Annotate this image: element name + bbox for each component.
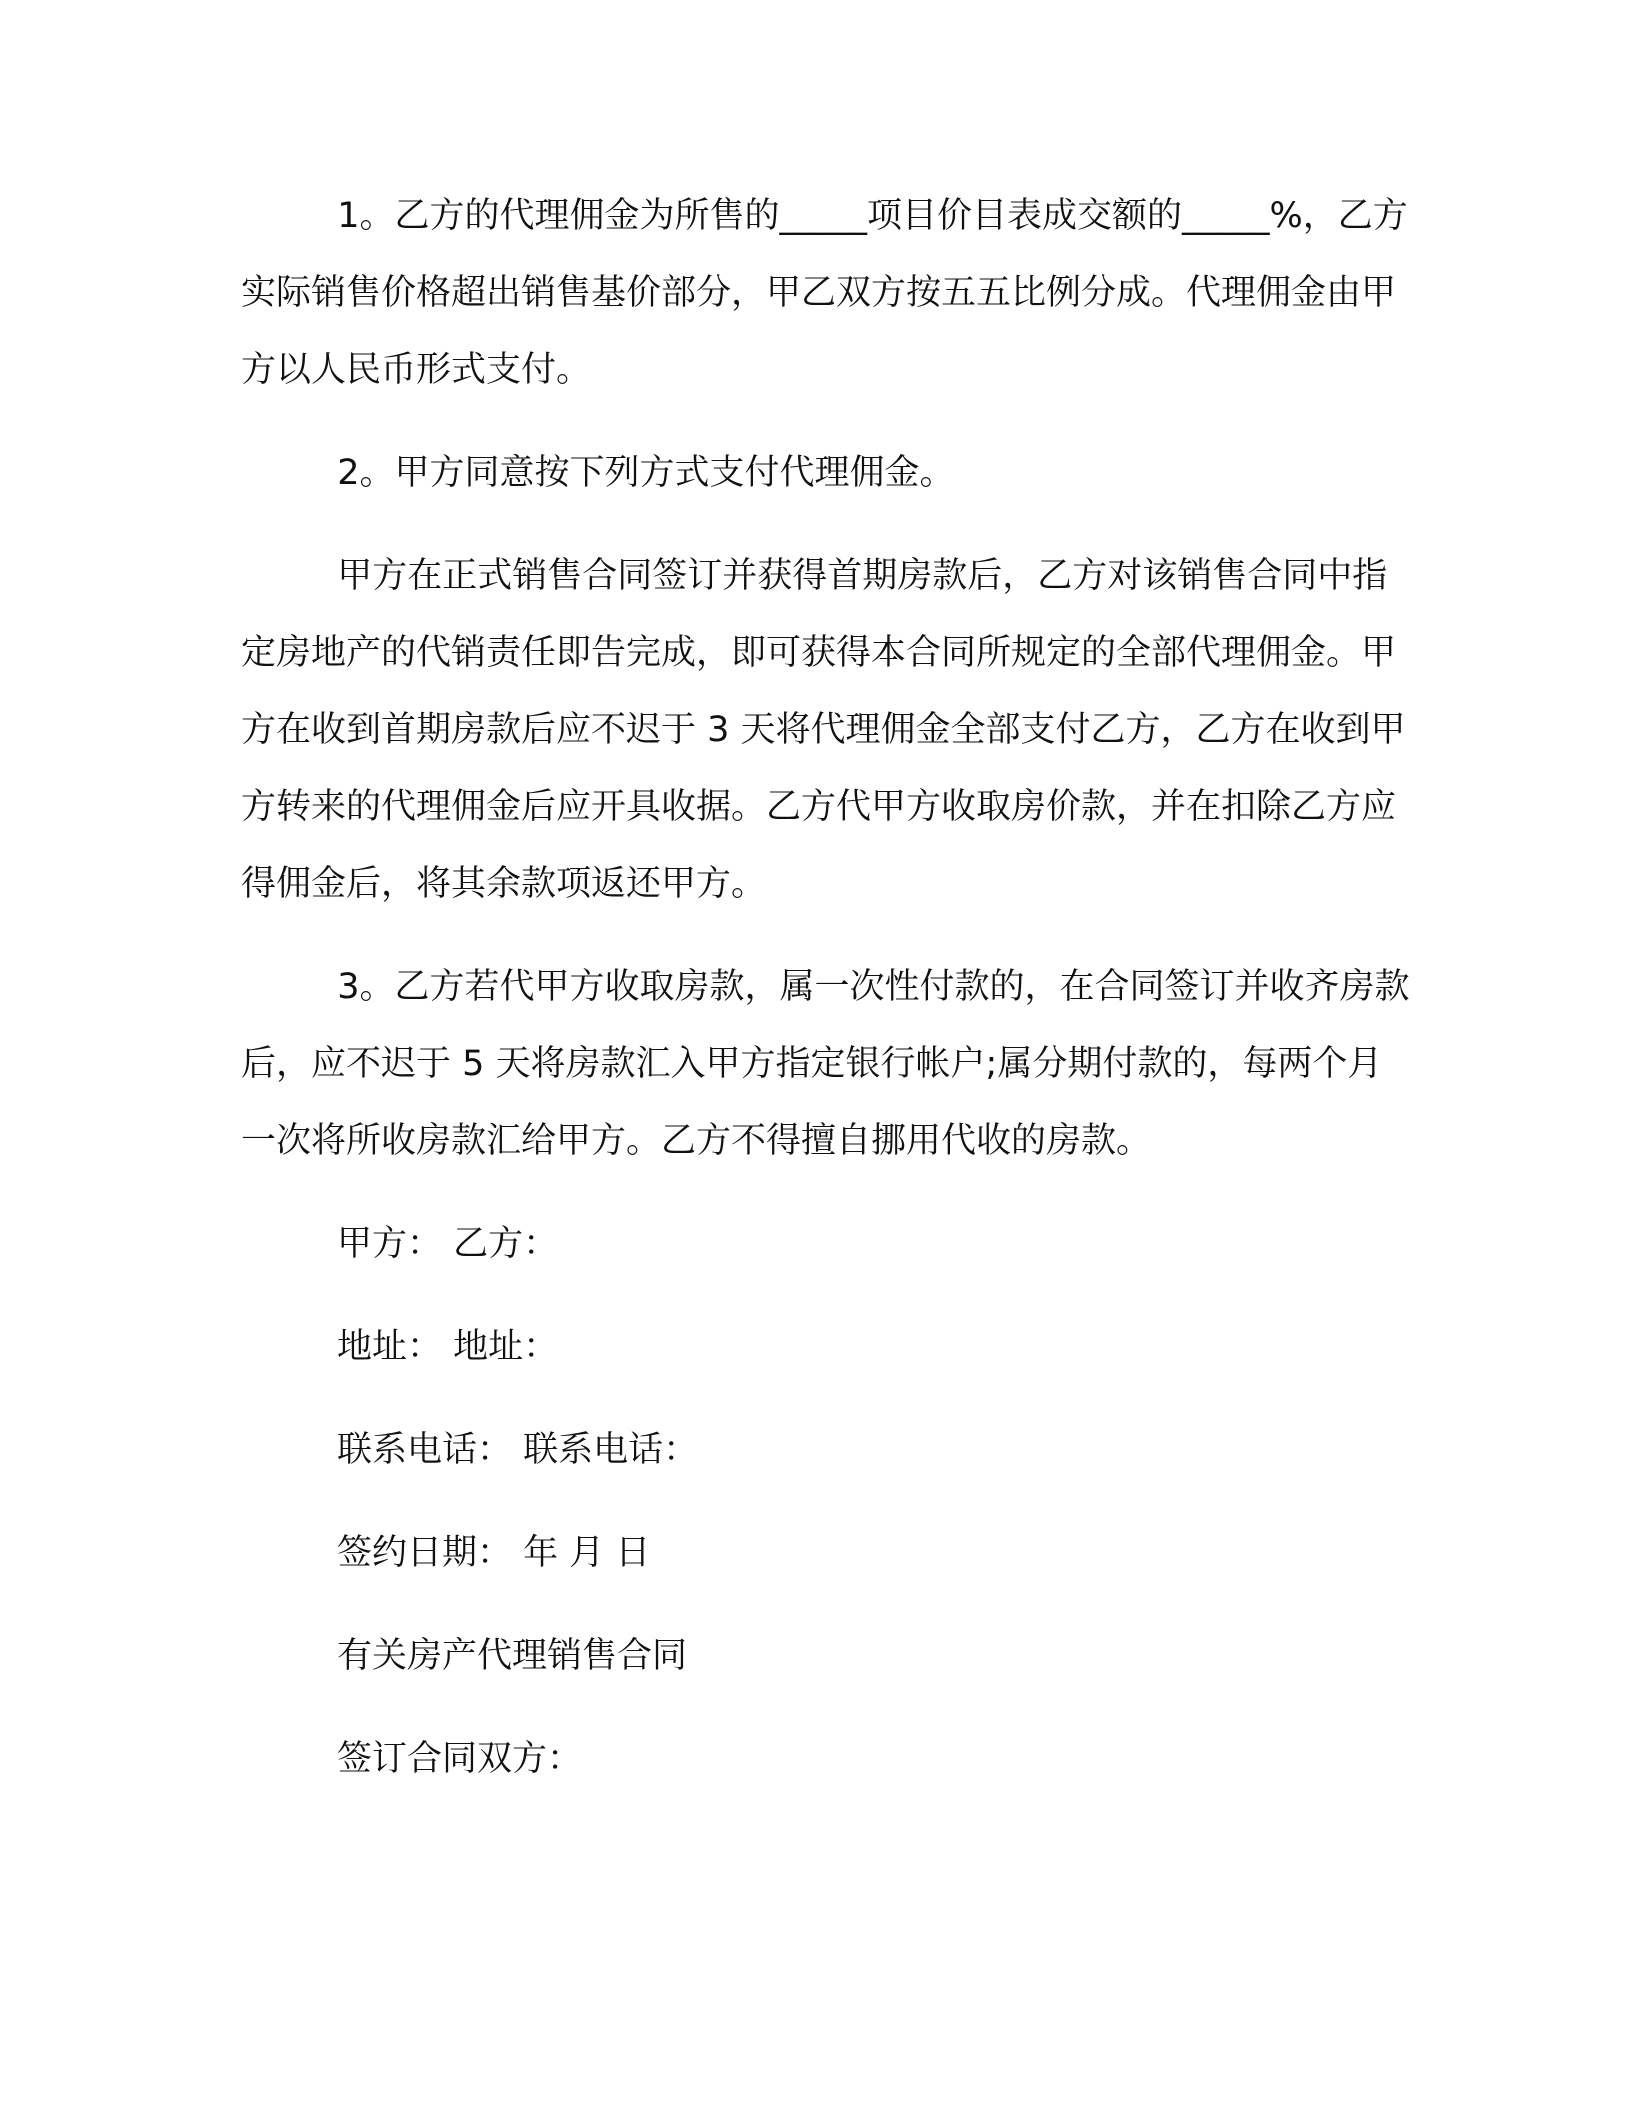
paragraph-payment-terms: 甲方在正式销售合同签订并获得首期房款后，乙方对该销售合同中指定房地产的代销责任即告完成，即可获得本合同所规定的全部代理佣金。甲方在收到首期房款后应不迟于 3 天将代理佣金全部支付乙方，乙方在收到甲方转来的代理佣金后应开具收据。乙方代甲方收取房价款，并在扣除乙方应得佣金后，将其余款项返还甲方。: [241, 556, 1406, 904]
signature-line-address: 地址： 地址：: [337, 1327, 559, 1367]
signature-line-date: 签约日期： 年 月 日: [337, 1533, 651, 1573]
next-contract-title: 有关房产代理销售合同: [337, 1636, 688, 1676]
contract-parties-label: 签订合同双方：: [337, 1739, 583, 1779]
signature-block: [241, 1206, 1411, 1798]
document-body: [241, 178, 1411, 1798]
paragraph-commission-rate: 1。乙方的代理佣金为所售的_____项目价目表成交额的_____%，乙方实际销售价格超出销售基价部分，甲乙双方按五五比例分成。代理佣金由甲方以人民币形式支付。: [241, 196, 1408, 390]
signature-line-phone: 联系电话： 联系电话：: [337, 1430, 699, 1470]
paragraph-payment-method: 2。甲方同意按下列方式支付代理佣金。: [337, 453, 955, 493]
paragraph-collection-terms: 3。乙方若代甲方收取房款，属一次性付款的，在合同签订并收齐房款后，应不迟于 5 天将房款汇入甲方指定银行帐户;属分期付款的，每两个月一次将所收房款汇给甲方。乙方不得擅自挪用代收的房款。: [241, 967, 1410, 1161]
signature-line-parties: 甲方： 乙方：: [337, 1224, 559, 1264]
